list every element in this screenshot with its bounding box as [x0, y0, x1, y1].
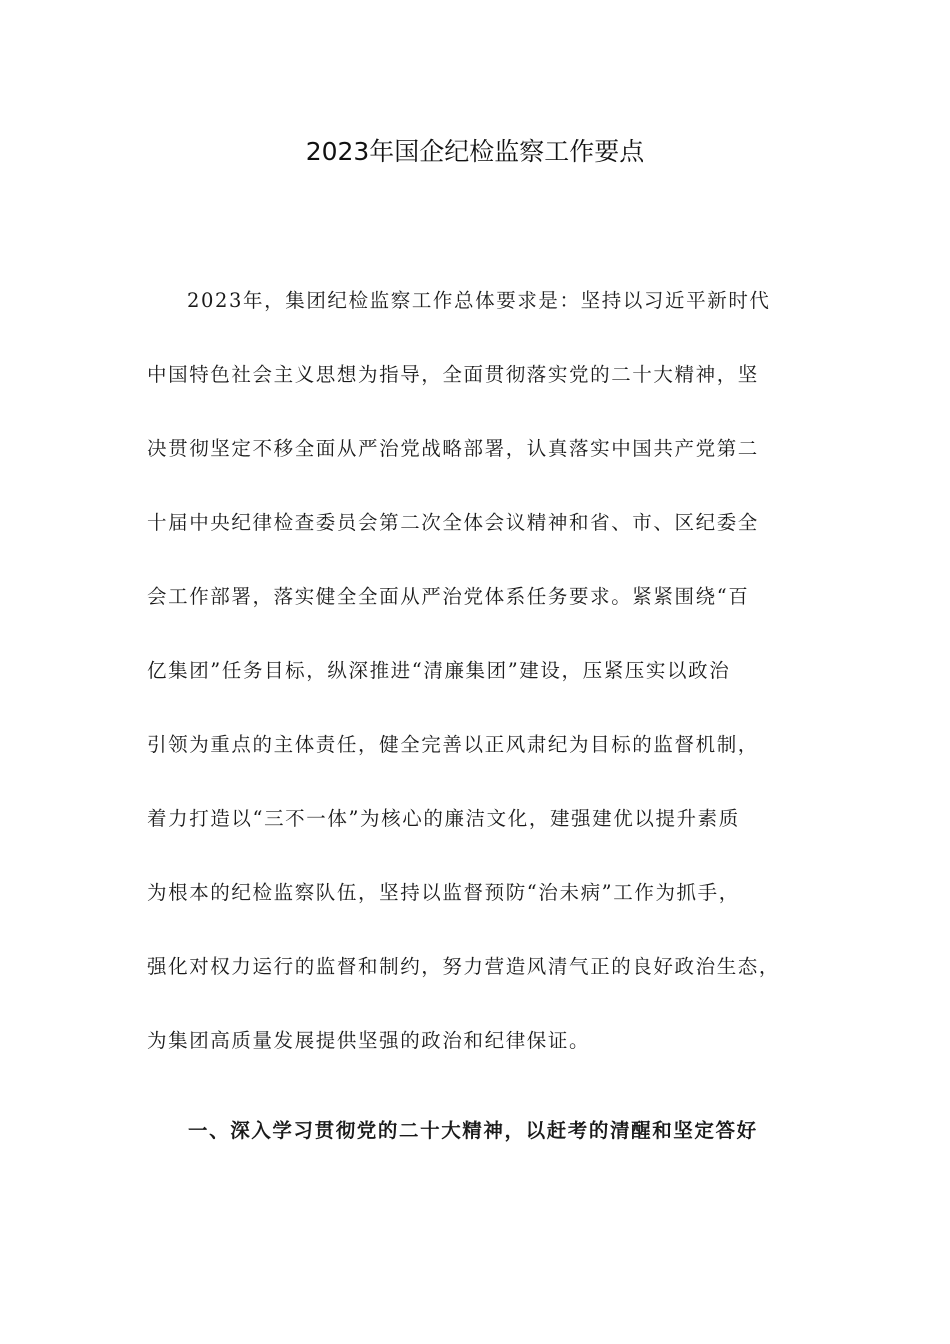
- paragraph-line: 强化对权力运行的监督和制约，努力营造风清气正的良好政治生态，: [147, 955, 781, 978]
- paragraph-line: 十届中央纪律检查委员会第二次全体会议精神和省、市、区纪委全: [147, 511, 759, 534]
- paragraph-line: 决贯彻坚定不移全面从严治党战略部署，认真落实中国共产党第二: [147, 437, 759, 460]
- paragraph-line: 为集团高质量发展提供坚强的政治和纪律保证。: [147, 1029, 591, 1052]
- paragraph-line: 引领为重点的主体责任，健全完善以正风肃纪为目标的监督机制，: [147, 733, 759, 756]
- paragraph-line: 2023年，集团纪检监察工作总体要求是：坚持以习近平新时代: [187, 289, 771, 312]
- paragraph-line: 中国特色社会主义思想为指导，全面贯彻落实党的二十大精神，坚: [147, 363, 759, 386]
- section-heading: 一、深入学习贯彻党的二十大精神，以赶考的清醒和坚定答好: [188, 1119, 758, 1142]
- paragraph-line: 着力打造以“三不一体”为核心的廉洁文化，建强建优以提升素质: [147, 807, 740, 830]
- paragraph-line: 亿集团”任务目标，纵深推进“清廉集团”建设，压紧压实以政治: [147, 659, 731, 682]
- paragraph-line: 为根本的纪检监察队伍，坚持以监督预防“治未病”工作为抓手，: [147, 881, 740, 904]
- body-paragraph: [147, 288, 807, 1102]
- document-title: 2023年国企纪检监察工作要点: [305, 137, 645, 166]
- paragraph-line: 会工作部署，落实健全全面从严治党体系任务要求。紧紧围绕“百: [147, 585, 750, 608]
